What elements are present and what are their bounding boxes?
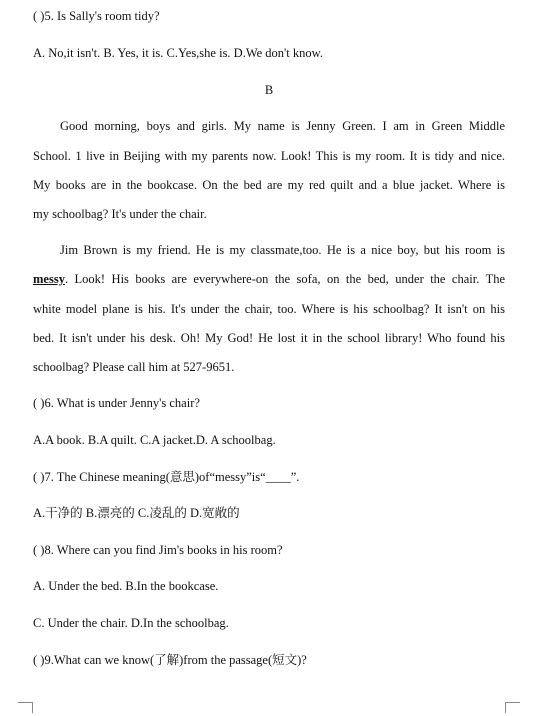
section-heading: B [264,83,274,97]
passage-line: Good morning, boys and girls. My name is Jenny Green. I am in Green Middle [60,119,505,133]
passage-line: white model plane is his. It's under the chair, too. Where is his schoolbag? It isn't on his [33,302,505,316]
page-corner-mark-right [505,702,520,713]
passage-line: Jim Brown is my friend. He is my classmate,too. He is a nice boy, but his room is [60,243,505,257]
passage-line: School. 1 live in Beijing with my parents now. Look! This is my room. It is tidy and nice. [33,149,505,163]
question-5-stem: ( )5. Is Sally's room tidy? [33,9,160,23]
question-8-options: C. Under the chair. D.In the schoolbag. [33,616,229,630]
passage-line: bed. It isn't under his desk. Oh! My God! He lost it in the school library! Who found his [33,331,505,345]
question-6-options: A.A book. B.A quilt. C.A jacket.D. A schoolbag. [33,433,276,447]
question-8-options: A. Under the bed. B.In the bookcase. [33,579,219,593]
question-6-stem: ( )6. What is under Jenny's chair? [33,396,200,410]
passage-line-text: . Look! His books are everywhere-on the sofa, on the bed, under the chair. The [64,272,505,286]
question-9-stem: ( )9.What can we know(了解)from the passage(短文)? [33,653,307,667]
question-7-options: A.干净的 B.漂亮的 C.凌乱的 D.宽敞的 [33,506,240,520]
passage-line: schoolbag? Please call him at 527-9651. [33,360,235,374]
passage-line: My books are in the bookcase. On the bed are my red quilt and a blue jacket. Where is [33,178,505,192]
question-5-options: A. No,it isn't. B. Yes, it is. C.Yes,she is. D.We don't know. [33,46,323,60]
question-7-stem: ( )7. The Chinese meaning(意思)of“messy”is“____”. [33,470,300,484]
question-8-stem: ( )8. Where can you find Jim's books in his room? [33,543,283,557]
underlined-word-messy: messy [33,272,65,286]
passage-line: my schoolbag? It's under the chair. [33,207,207,221]
passage-line [33,271,505,287]
page-corner-mark-left [18,702,33,713]
